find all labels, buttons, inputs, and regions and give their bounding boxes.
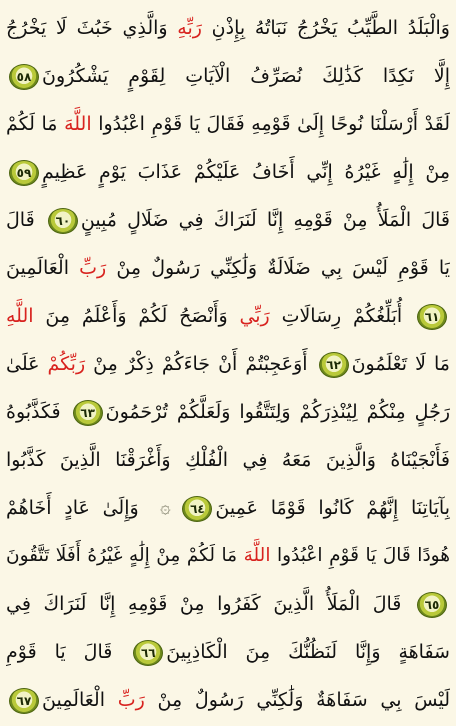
divine-name: رَبِّي [239, 305, 270, 327]
verse-text: هُودًا قَالَ يَا قَوْمِ اعْبُدُوا [270, 545, 450, 566]
verse-text: قَالَ يَا قَوْمِ [6, 641, 131, 663]
verse-text: بِآيَاتِنَا إِنَّهُمْ كَانُوا قَوْمًا عَمِينَ [215, 497, 450, 519]
verse-text: سَفَاهَةٍ وَإِنَّا لَنَظُنُّكَ مِنَ الْكَاذِبِينَ [166, 641, 450, 663]
verse-text: يَا قَوْمِ لَيْسَ بِي ضَلَالَةٌ وَلَٰكِنِّي رَسُولٌ مِنْ [106, 257, 450, 279]
ayah-number-marker: ٦٣ [73, 400, 103, 426]
text-line [6, 196, 450, 244]
verse-text: رَجُلٍ مِنْكُمْ لِيُنْذِرَكُمْ وَلِتَتَّقُوا وَلَعَلَّكُمْ تُرْحَمُونَ [105, 401, 450, 423]
verse-text: وَإِلَىٰ عَادٍ أَخَاهُمْ [6, 497, 152, 519]
text-line [6, 244, 450, 292]
verse-text: عَلَىٰ [6, 353, 48, 375]
ayah-number-marker: ٦٦ [133, 640, 163, 666]
text-line [6, 292, 450, 340]
ayah-number-marker: ٥٩ [9, 160, 39, 186]
ayah-number-marker: ٦٢ [319, 352, 349, 378]
verse-text: فَكَذَّبُوهُ [6, 401, 70, 423]
verse-text: مَا لَكُمْ [6, 113, 65, 135]
text-line [6, 4, 450, 52]
verse-text: مَا لَا تَعْلَمُونَ [351, 353, 450, 375]
text-line [6, 148, 450, 196]
verse-text: مِنْ إِلَٰهٍ غَيْرُهُ إِنِّي أَخَافُ عَلَيْكُمْ عَذَابَ يَوْمٍ عَظِيمٍ [42, 161, 450, 183]
divine-name: اللَّهِ [6, 305, 34, 327]
ayah-number-marker: ٦٥ [417, 592, 447, 618]
text-line [6, 52, 450, 100]
verse-text: مَا لَكُمْ مِنْ إِلَٰهٍ غَيْرُهُ أَفَلَا تَتَّقُونَ [6, 545, 244, 566]
text-line [6, 388, 450, 436]
verse-text: الْعَالَمِينَ [6, 257, 80, 279]
verse-text: وَالْبَلَدُ الطَّيِّبُ يَخْرُجُ نَبَاتُهُ بِإِذْنِ [201, 17, 450, 39]
divine-name: اللَّهَ [64, 113, 92, 135]
verse-text: قَالَ الْمَلَأُ الَّذِينَ كَفَرُوا مِنْ قَوْمِهِ إِنَّا لَنَرَاكَ فِي [6, 593, 414, 615]
text-line [6, 580, 450, 628]
verse-text: فَأَنْجَيْنَاهُ وَالَّذِينَ مَعَهُ فِي الْفُلْكِ وَأَغْرَقْنَا الَّذِينَ كَذَّبُوا [6, 449, 450, 471]
verse-text: قَالَ [6, 209, 45, 231]
text-line [6, 340, 450, 388]
ayah-number-marker: ٦٤ [182, 496, 212, 522]
verse-text: لَيْسَ بِي سَفَاهَةٌ وَلَٰكِنِّي رَسُولٌ مِنْ [144, 689, 450, 711]
ayah-number-marker: ٦٧ [9, 688, 39, 714]
text-line [6, 484, 450, 532]
divine-name: رَبِّكُمْ [47, 353, 86, 375]
verse-text: وَالَّذِي خَبُثَ لَا يَخْرُجُ [6, 17, 178, 39]
divine-name: رَبِّ [79, 257, 107, 279]
verse-text: إِلَّا نَكِدًا كَذَٰلِكَ نُصَرِّفُ الْآيَاتِ لِقَوْمٍ يَشْكُرُونَ [42, 65, 450, 87]
verse-text: أَوَعَجِبْتُمْ أَنْ جَاءَكُمْ ذِكْرٌ مِنْ [85, 353, 316, 375]
verse-text: لَقَدْ أَرْسَلْنَا نُوحًا إِلَىٰ قَوْمِهِ فَقَالَ يَا قَوْمِ اعْبُدُوا [91, 113, 450, 135]
divine-name: اللَّهَ [243, 545, 271, 566]
hizb-quarter-icon: ۞ [160, 496, 171, 518]
ayah-number-marker: ٦١ [417, 304, 447, 330]
text-line [6, 532, 450, 580]
verse-text: أُبَلِّغُكُمْ رِسَالَاتِ [269, 305, 414, 327]
ayah-number-marker: ٦٠ [48, 208, 78, 234]
verse-text: قَالَ الْمَلَأُ مِنْ قَوْمِهِ إِنَّا لَنَرَاكَ فِي ضَلَالٍ مُبِينٍ [80, 209, 450, 231]
text-line [6, 676, 450, 724]
verse-text: الْعَالَمِينَ [42, 689, 118, 711]
divine-name: رَبِّ [117, 689, 145, 711]
verse-text: وَأَنْصَحُ لَكُمْ وَأَعْلَمُ مِنَ [33, 305, 240, 327]
divine-name: رَبِّهِ [177, 17, 202, 39]
text-line [6, 628, 450, 676]
text-line [6, 100, 450, 148]
text-line [6, 436, 450, 484]
ayah-number-marker: ٥٨ [9, 64, 39, 90]
